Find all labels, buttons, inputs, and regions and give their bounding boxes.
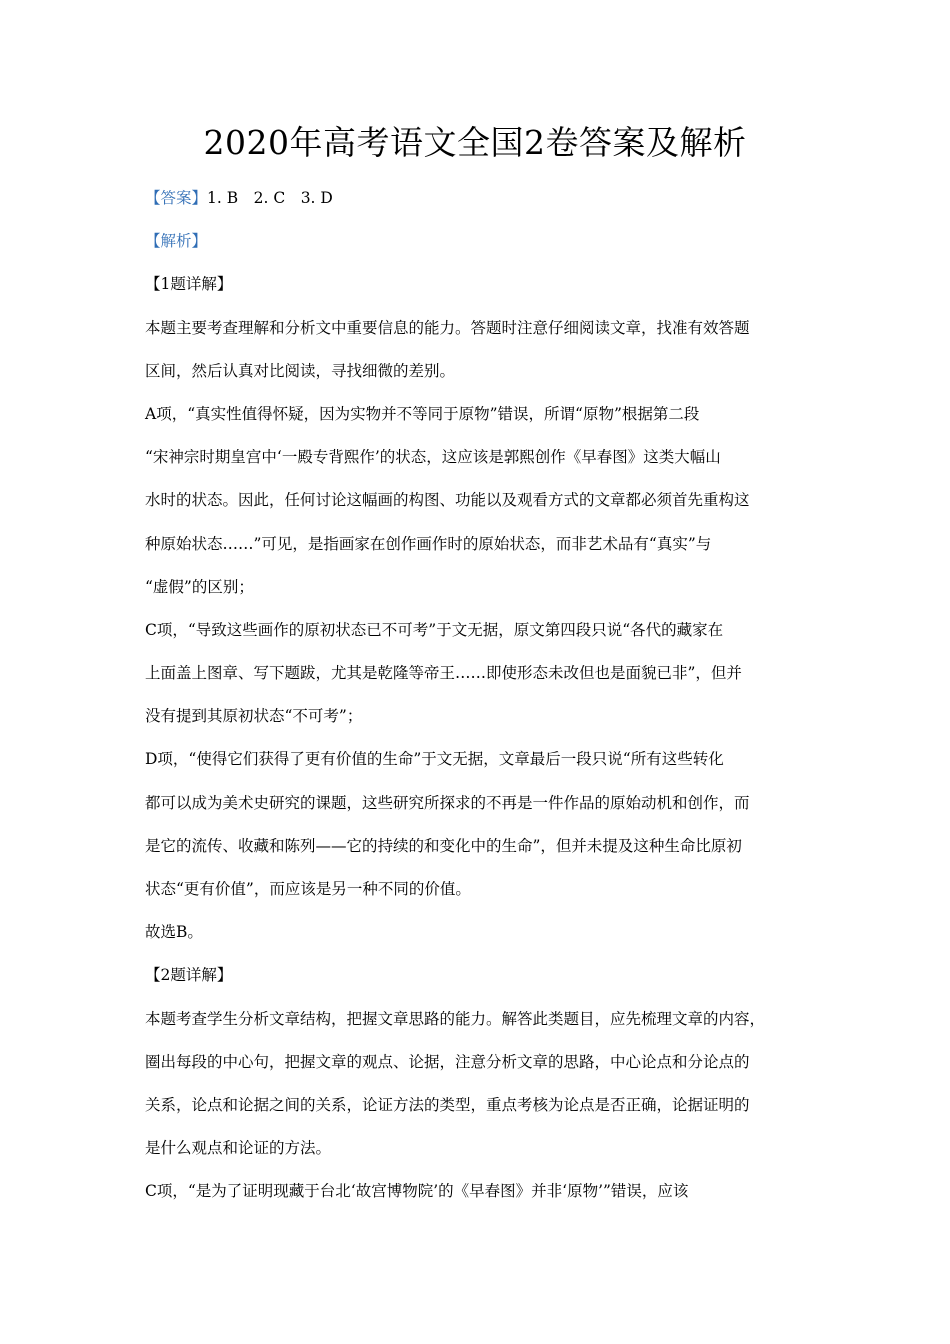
- paragraph-line: 状态“更有价值”，而应该是另一种不同的价值。: [145, 880, 471, 898]
- q1-heading: 【1题详解】: [145, 275, 233, 294]
- paragraph-line: 本题考查学生分析文章结构，把握文章思路的能力。解答此类题目，应先梳理文章的内容，: [145, 1009, 766, 1028]
- paragraph-line: 区间，然后认真对比阅读，寻找细微的差别。: [145, 361, 456, 380]
- answer-line: [145, 177, 820, 220]
- analysis-line: [145, 220, 820, 263]
- paragraph-line: 是什么观点和论证的方法。: [145, 1139, 332, 1158]
- paragraph-line: “宋神宗时期皇宫中‘一殿专背熙作’的状态，这应该是郭熙创作《早春图》这类大幅山: [145, 448, 721, 467]
- paragraph-line: 都可以成为美术史研究的课题，这些研究所探求的不再是一件作品的原始动机和创作，而: [145, 793, 750, 812]
- document-title: 2020年高考语文全国2卷答案及解析: [203, 123, 747, 162]
- paragraph-line: 故选B。: [145, 923, 203, 942]
- answer-text: 1. B 2. C 3. D: [207, 189, 333, 207]
- paragraph-line: 本题主要考查理解和分析文中重要信息的能力。答题时注意仔细阅读文章，找准有效答题: [145, 318, 750, 337]
- paragraph-line: “虚假”的区别；: [145, 577, 254, 596]
- paragraph-line: 关系，论点和论据之间的关系，论证方法的类型，重点考核为论点是否正确，论据证明的: [145, 1095, 750, 1114]
- paragraph-line: 水时的状态。因此，任何讨论这幅画的构图、功能以及观看方式的文章都必须首先重构这: [145, 491, 750, 510]
- paragraph-line: A项，“真实性值得怀疑，因为实物并不等同于原物”错误，所谓“原物”根据第二段: [145, 404, 700, 423]
- paragraph-line: C项，“是为了证明现藏于台北‘故宫博物院’的《早春图》并非‘原物’”错误，应该: [145, 1182, 689, 1201]
- paragraph-line: 是它的流传、收藏和陈列——它的持续的和变化中的生命”，但并未提及这种生命比原初: [145, 836, 742, 855]
- paragraph-line: 种原始状态……”可见，是指画家在创作画作时的原始状态，而非艺术品有“真实”与: [145, 534, 712, 553]
- paragraph-line: 圈出每段的中心句，把握文章的观点、论据，注意分析文章的思路，中心论点和分论点的: [145, 1052, 750, 1071]
- paragraph-line: 上面盖上图章、写下题跋，尤其是乾隆等帝王……即使形态未改但也是面貌已非”，但并: [145, 664, 742, 683]
- paragraph-line: C项，“导致这些画作的原初状态已不可考”于文无据，原文第四段只说“各代的藏家在: [145, 620, 724, 639]
- answer-tag: 【答案】: [145, 189, 208, 207]
- analysis-tag: 【解析】: [145, 232, 208, 251]
- paragraph-line: D项，“使得它们获得了更有价值的生命”于文无据，文章最后一段只说“所有这些转化: [145, 750, 724, 769]
- paragraph-line: 没有提到其原初状态“不可考”；: [145, 707, 363, 726]
- document-body: [145, 177, 820, 1214]
- q2-heading: 【2题详解】: [145, 966, 233, 985]
